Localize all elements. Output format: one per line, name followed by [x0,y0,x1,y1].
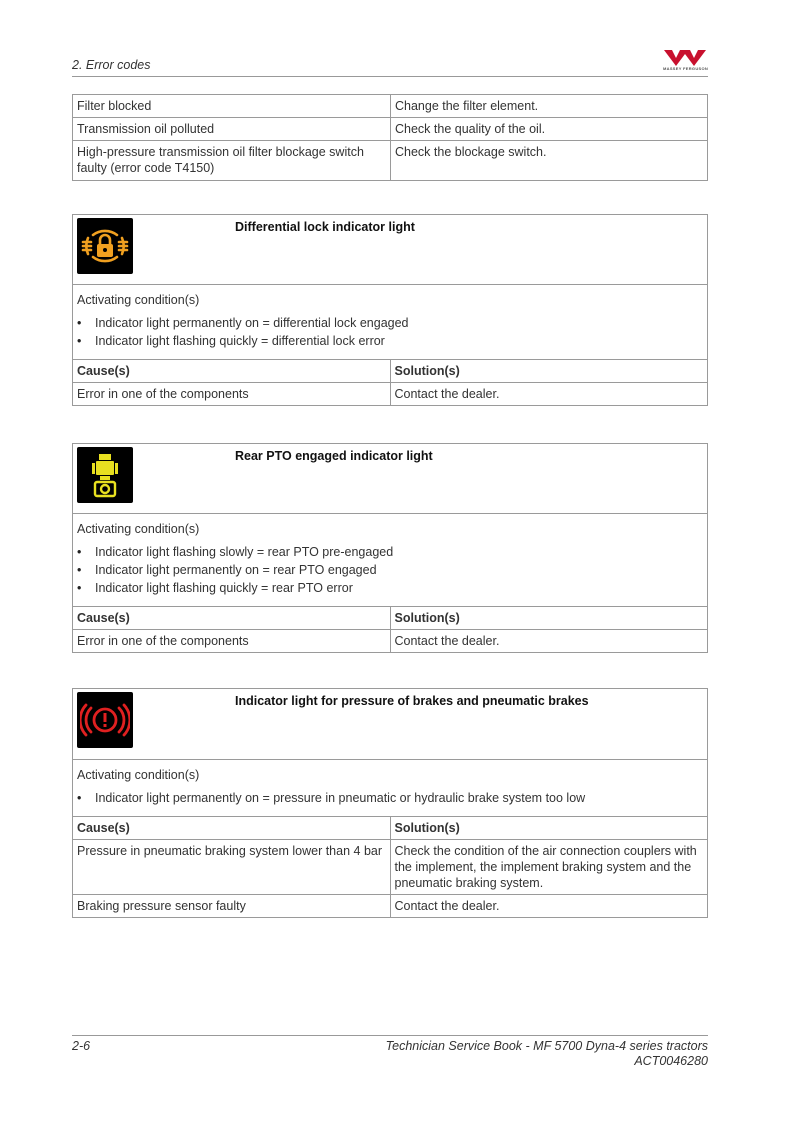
table-row [73,383,708,406]
cause-header: Cause(s) [73,360,391,383]
table-row [73,840,708,895]
list-item: • Indicator light flashing slowly = rear PTO pre-engaged [95,543,703,561]
differential-lock-section [72,214,708,406]
section-title: Rear PTO engaged indicator light [235,449,433,463]
cause-cell: High-pressure transmission oil filter blockage switch faulty (error code T4150) [73,141,391,181]
list-item: • Indicator light flashing quickly = rear PTO error [95,579,703,597]
header-divider [72,76,708,77]
section-header-cell [73,215,708,285]
solution-header: Solution(s) [390,607,708,630]
solution-header: Solution(s) [390,360,708,383]
section-title: Differential lock indicator light [235,220,415,234]
list-item: • Indicator light flashing quickly = differential lock error [95,332,703,350]
section-title: Indicator light for pressure of brakes and pneumatic brakes [235,694,589,708]
cause-cell: Pressure in pneumatic braking system lower than 4 bar [73,840,391,895]
cause-cell: Error in one of the components [73,630,391,653]
footer-book-info [386,1039,708,1069]
conditions-list [77,789,703,807]
page-number: 2-6 [72,1039,91,1053]
section-header-cell [73,689,708,760]
solution-cell: Change the filter element. [391,95,708,118]
activating-conditions-label: Activating condition(s) [77,768,200,782]
list-item: • Indicator light permanently on = rear PTO engaged [95,561,703,579]
rear-pto-section [72,443,708,653]
footer-divider [72,1035,708,1036]
solution-cell: Contact the dealer. [390,630,708,653]
logo-wordmark: MASSEY FERGUSON [663,66,709,71]
activating-conditions-cell [73,760,708,817]
solution-cell: Check the quality of the oil. [391,118,708,141]
brake-pressure-section [72,688,708,918]
rear-pto-icon [77,447,133,503]
table-row [73,141,708,181]
solution-header: Solution(s) [390,817,708,840]
activating-conditions-cell [73,285,708,360]
cause-solution-table-continued [72,94,708,181]
solution-cell: Contact the dealer. [390,895,708,918]
differential-lock-icon [77,218,133,274]
list-item: • Indicator light permanently on = differential lock engaged [95,314,703,332]
section-heading: 2. Error codes [72,58,151,72]
brake-pressure-icon [77,692,133,748]
activating-conditions-cell [73,514,708,607]
book-title: Technician Service Book - MF 5700 Dyna-4 series tractors [385,1039,708,1053]
activating-conditions-label: Activating condition(s) [77,522,200,536]
cause-cell: Transmission oil polluted [73,118,391,141]
solution-cell: Contact the dealer. [390,383,708,406]
document-id: ACT0046280 [634,1054,708,1068]
cause-cell: Error in one of the components [73,383,391,406]
activating-conditions-label: Activating condition(s) [77,293,200,307]
conditions-list [77,543,703,597]
table-row [73,118,708,141]
solution-cell: Check the blockage switch. [391,141,708,181]
list-item: • Indicator light permanently on = pressure in pneumatic or hydraulic brake system too low [95,789,703,807]
cause-cell: Filter blocked [73,95,391,118]
conditions-list [77,314,703,350]
cause-header: Cause(s) [73,817,391,840]
cause-header: Cause(s) [73,607,391,630]
section-header-cell [73,444,708,514]
table-row [73,95,708,118]
cause-cell: Braking pressure sensor faulty [73,895,391,918]
table-row [73,895,708,918]
table-row [73,630,708,653]
solution-cell: Check the condition of the air connection couplers with the implement, the implement braking system and the pneumatic braking system. [390,840,708,895]
